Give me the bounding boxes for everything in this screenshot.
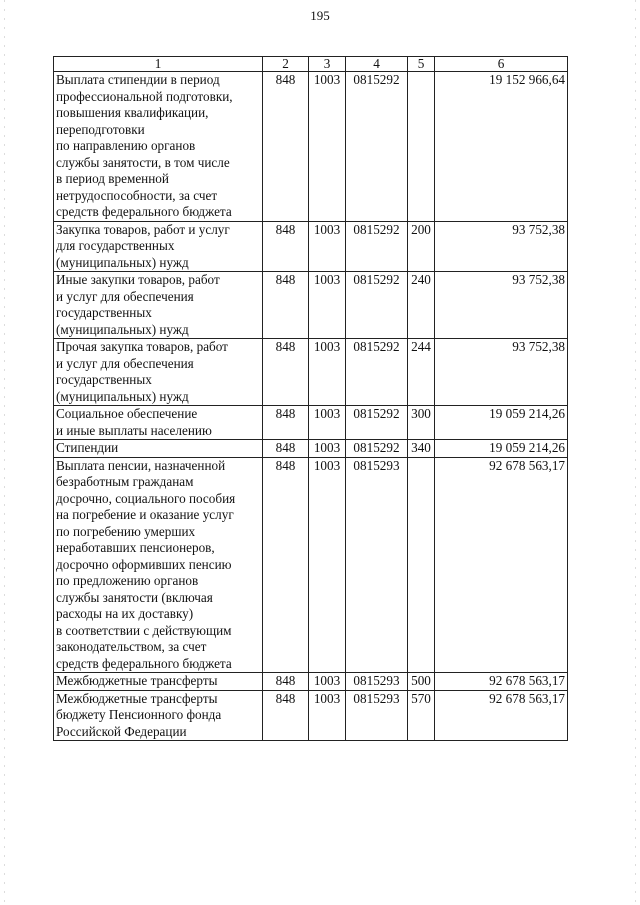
table-row: [54, 272, 568, 339]
table-row: [54, 690, 568, 741]
row-target: 0815292: [346, 339, 408, 406]
table-row: [54, 673, 568, 691]
row-target: 0815292: [346, 221, 408, 272]
row-amount: 19 059 214,26: [435, 406, 568, 440]
row-amount: 92 678 563,17: [435, 457, 568, 673]
row-target: 0815293: [346, 457, 408, 673]
row-expense-type: 300: [408, 406, 435, 440]
row-expense-type: [408, 457, 435, 673]
row-name: Социальное обеспечение и иные выплаты населению: [54, 406, 263, 440]
row-ministry: 848: [263, 339, 309, 406]
row-section: 1003: [309, 272, 346, 339]
scan-edge-right: [635, 0, 636, 905]
row-expense-type: 570: [408, 690, 435, 741]
row-ministry: 848: [263, 406, 309, 440]
row-ministry: 848: [263, 272, 309, 339]
row-amount: 93 752,38: [435, 272, 568, 339]
row-expense-type: [408, 72, 435, 222]
column-header: 1: [54, 57, 263, 72]
table-row: [54, 339, 568, 406]
row-amount: 92 678 563,17: [435, 673, 568, 691]
column-header: 6: [435, 57, 568, 72]
row-section: 1003: [309, 690, 346, 741]
row-ministry: 848: [263, 457, 309, 673]
row-section: 1003: [309, 440, 346, 458]
row-ministry: 848: [263, 440, 309, 458]
row-expense-type: 244: [408, 339, 435, 406]
row-amount: 19 152 966,64: [435, 72, 568, 222]
row-expense-type: 240: [408, 272, 435, 339]
row-target: 0815293: [346, 690, 408, 741]
page-number: 195: [310, 8, 330, 23]
row-section: 1003: [309, 72, 346, 222]
row-expense-type: 340: [408, 440, 435, 458]
header-row: [54, 57, 568, 72]
row-section: 1003: [309, 221, 346, 272]
row-target: 0815292: [346, 72, 408, 222]
row-amount: 93 752,38: [435, 339, 568, 406]
row-ministry: 848: [263, 221, 309, 272]
row-target: 0815292: [346, 272, 408, 339]
column-header: 5: [408, 57, 435, 72]
row-name: Межбюджетные трансферты бюджету Пенсионного фонда Российской Федерации: [54, 690, 263, 741]
row-amount: 93 752,38: [435, 221, 568, 272]
row-name: Стипендии: [54, 440, 263, 458]
row-name: Закупка товаров, работ и услуг для государственных (муниципальных) нужд: [54, 221, 263, 272]
column-header: 3: [309, 57, 346, 72]
scan-edge-left: [4, 0, 5, 905]
table-row: [54, 406, 568, 440]
row-target: 0815293: [346, 673, 408, 691]
row-name: Межбюджетные трансферты: [54, 673, 263, 691]
row-section: 1003: [309, 457, 346, 673]
row-section: 1003: [309, 673, 346, 691]
row-ministry: 848: [263, 690, 309, 741]
table-row: [54, 221, 568, 272]
column-header: 4: [346, 57, 408, 72]
row-ministry: 848: [263, 673, 309, 691]
budget-table: [53, 56, 568, 741]
table-row: [54, 457, 568, 673]
row-section: 1003: [309, 339, 346, 406]
row-target: 0815292: [346, 406, 408, 440]
row-section: 1003: [309, 406, 346, 440]
table-row: [54, 72, 568, 222]
row-amount: 19 059 214,26: [435, 440, 568, 458]
row-name: Выплата стипендии в период профессиональной подготовки, повышения квалификации, переподготовки по направлению органов службы занятости, в том числе в период временной нетрудоспособности, за счет средств федерального бюджета: [54, 72, 263, 222]
row-expense-type: 200: [408, 221, 435, 272]
row-target: 0815292: [346, 440, 408, 458]
column-header: 2: [263, 57, 309, 72]
row-name: Иные закупки товаров, работ и услуг для обеспечения государственных (муниципальных) нужд: [54, 272, 263, 339]
row-amount: 92 678 563,17: [435, 690, 568, 741]
row-expense-type: 500: [408, 673, 435, 691]
row-ministry: 848: [263, 72, 309, 222]
row-name: Прочая закупка товаров, работ и услуг для обеспечения государственных (муниципальных) нужд: [54, 339, 263, 406]
table-row: [54, 440, 568, 458]
row-name: Выплата пенсии, назначенной безработным гражданам досрочно, социального пособия на погребение и оказание услуг по погребению умерших неработавших пенсионеров, досрочно оформивших пенсию по предложению органов службы занятости (включая расходы на их доставку) в соответствии с действующим законодательством, за счет средств федерального бюджета: [54, 457, 263, 673]
